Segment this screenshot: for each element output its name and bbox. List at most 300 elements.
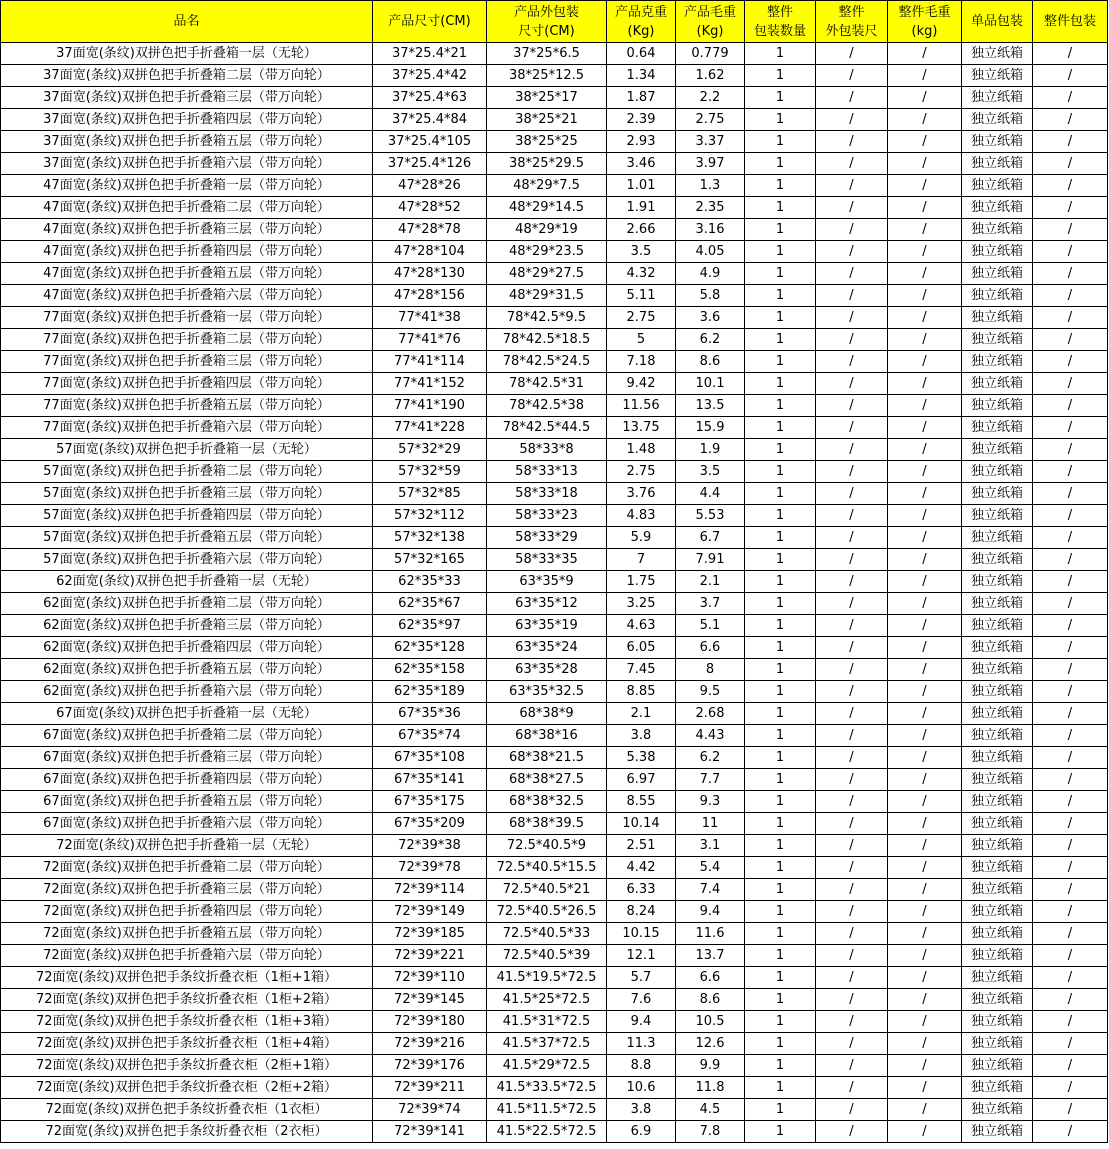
col-net-weight-cell: 3.76 — [607, 483, 676, 505]
col-carton-packaging-cell: / — [1033, 923, 1108, 945]
col-unit-packaging-cell: 独立纸箱 — [962, 637, 1033, 659]
col-unit-packaging-cell: 独立纸箱 — [962, 1055, 1033, 1077]
col-carton-qty-cell: 1 — [745, 461, 816, 483]
col-unit-packaging-cell: 独立纸箱 — [962, 307, 1033, 329]
col-gross-weight-cell: 6.7 — [676, 527, 745, 549]
col-product-name-cell: 72面宽(条纹)双拼色把手条纹折叠衣柜（1柜+4箱） — [1, 1033, 373, 1055]
col-carton-qty-cell: 1 — [745, 923, 816, 945]
col-carton-outer-size-cell: / — [816, 1121, 888, 1143]
col-carton-outer-size-cell: / — [816, 769, 888, 791]
col-carton-outer-size-cell: / — [816, 65, 888, 87]
table-row — [1, 1033, 1108, 1055]
col-carton-outer-size-cell: / — [816, 395, 888, 417]
col-product-name-cell: 72面宽(条纹)双拼色把手条纹折叠衣柜（1衣柜） — [1, 1099, 373, 1121]
col-product-name-cell: 62面宽(条纹)双拼色把手折叠箱三层（带万向轮） — [1, 615, 373, 637]
col-product-name-cell: 67面宽(条纹)双拼色把手折叠箱六层（带万向轮） — [1, 813, 373, 835]
col-outer-package-size-cell: 63*35*12 — [487, 593, 607, 615]
header-label: 外包装尺 — [825, 23, 878, 39]
col-outer-package-size-cell: 48*29*14.5 — [487, 197, 607, 219]
col-product-size-cell: 67*35*209 — [373, 813, 487, 835]
col-outer-package-size-cell: 78*42.5*9.5 — [487, 307, 607, 329]
col-carton-gross-weight-cell: / — [888, 1099, 962, 1121]
table-row — [1, 835, 1108, 857]
col-carton-qty-cell: 1 — [745, 373, 816, 395]
col-gross-weight-cell: 4.43 — [676, 725, 745, 747]
col-unit-packaging-cell: 独立纸箱 — [962, 285, 1033, 307]
col-carton-outer-size-cell: / — [816, 43, 888, 65]
col-carton-packaging-cell: / — [1033, 967, 1108, 989]
col-carton-qty-cell: 1 — [745, 857, 816, 879]
col-net-weight-cell: 10.14 — [607, 813, 676, 835]
table-row — [1, 659, 1108, 681]
col-outer-package-size-cell: 41.5*11.5*72.5 — [487, 1099, 607, 1121]
col-product-name-cell: 72面宽(条纹)双拼色把手条纹折叠衣柜（2衣柜） — [1, 1121, 373, 1143]
col-outer-package-size-cell: 68*38*21.5 — [487, 747, 607, 769]
table-row — [1, 505, 1108, 527]
col-product-name-cell: 57面宽(条纹)双拼色把手折叠箱四层（带万向轮） — [1, 505, 373, 527]
col-gross-weight-cell: 3.6 — [676, 307, 745, 329]
col-unit-packaging-cell: 独立纸箱 — [962, 901, 1033, 923]
col-carton-gross-weight-cell: / — [888, 43, 962, 65]
col-unit-packaging-cell: 独立纸箱 — [962, 945, 1033, 967]
col-net-weight-cell: 9.42 — [607, 373, 676, 395]
col-carton-qty-cell: 1 — [745, 87, 816, 109]
col-product-size-cell: 77*41*76 — [373, 329, 487, 351]
col-outer-package-size-cell: 48*29*23.5 — [487, 241, 607, 263]
col-carton-outer-size-cell: / — [816, 439, 888, 461]
col-gross-weight-cell: 2.68 — [676, 703, 745, 725]
col-product-size-cell: 37*25.4*126 — [373, 153, 487, 175]
col-carton-qty-cell: 1 — [745, 483, 816, 505]
col-carton-qty-cell: 1 — [745, 835, 816, 857]
col-unit-packaging-cell: 独立纸箱 — [962, 879, 1033, 901]
table-row — [1, 967, 1108, 989]
col-carton-gross-weight-cell: / — [888, 197, 962, 219]
col-gross-weight-cell: 5.53 — [676, 505, 745, 527]
col-product-size-cell: 47*28*156 — [373, 285, 487, 307]
col-unit-packaging-cell: 独立纸箱 — [962, 351, 1033, 373]
col-product-name-cell: 77面宽(条纹)双拼色把手折叠箱二层（带万向轮） — [1, 329, 373, 351]
col-carton-qty-cell: 1 — [745, 967, 816, 989]
col-product-name-cell: 72面宽(条纹)双拼色把手条纹折叠衣柜（1柜+1箱） — [1, 967, 373, 989]
table-row — [1, 901, 1108, 923]
col-carton-outer-size-cell: / — [816, 483, 888, 505]
col-product-size-cell: 72*39*145 — [373, 989, 487, 1011]
col-carton-packaging-cell: / — [1033, 109, 1108, 131]
col-unit-packaging-cell: 独立纸箱 — [962, 417, 1033, 439]
col-carton-gross-weight-cell: / — [888, 373, 962, 395]
col-outer-package-size-cell: 78*42.5*38 — [487, 395, 607, 417]
table-body — [1, 43, 1108, 1143]
col-unit-packaging-cell: 独立纸箱 — [962, 1077, 1033, 1099]
col-gross-weight-cell: 3.5 — [676, 461, 745, 483]
table-row — [1, 1121, 1108, 1143]
col-unit-packaging-cell: 独立纸箱 — [962, 153, 1033, 175]
header-label: 产品外包装 — [513, 4, 579, 20]
col-carton-outer-size-cell: / — [816, 461, 888, 483]
col-unit-packaging-cell: 独立纸箱 — [962, 835, 1033, 857]
col-outer-package-size-cell: 72.5*40.5*33 — [487, 923, 607, 945]
col-product-name-cell: 72面宽(条纹)双拼色把手折叠箱三层（带万向轮） — [1, 879, 373, 901]
table-row — [1, 109, 1108, 131]
col-carton-qty-cell: 1 — [745, 615, 816, 637]
col-carton-qty-cell: 1 — [745, 659, 816, 681]
col-carton-gross-weight-cell: / — [888, 417, 962, 439]
col-carton-packaging-cell: / — [1033, 945, 1108, 967]
col-net-weight-cell: 2.51 — [607, 835, 676, 857]
col-carton-gross-weight-cell: / — [888, 1077, 962, 1099]
col-carton-packaging-cell: / — [1033, 879, 1108, 901]
col-product-name-cell: 67面宽(条纹)双拼色把手折叠箱五层（带万向轮） — [1, 791, 373, 813]
table-row — [1, 43, 1108, 65]
col-carton-outer-size-cell: / — [816, 725, 888, 747]
col-gross-weight-cell: 7.4 — [676, 879, 745, 901]
col-product-name-cell: 72面宽(条纹)双拼色把手条纹折叠衣柜（2柜+2箱） — [1, 1077, 373, 1099]
col-carton-gross-weight-cell: / — [888, 395, 962, 417]
col-carton-packaging-cell: / — [1033, 395, 1108, 417]
col-gross-weight-cell: 1.9 — [676, 439, 745, 461]
header-label: 品名 — [173, 14, 200, 29]
col-unit-packaging-cell: 独立纸箱 — [962, 813, 1033, 835]
header-col-product-name — [1, 1, 373, 43]
col-unit-packaging-cell: 独立纸箱 — [962, 43, 1033, 65]
col-outer-package-size-cell: 58*33*29 — [487, 527, 607, 549]
col-outer-package-size-cell: 38*25*29.5 — [487, 153, 607, 175]
col-outer-package-size-cell: 38*25*17 — [487, 87, 607, 109]
table-row — [1, 703, 1108, 725]
col-product-size-cell: 77*41*114 — [373, 351, 487, 373]
col-outer-package-size-cell: 72.5*40.5*9 — [487, 835, 607, 857]
col-outer-package-size-cell: 41.5*25*72.5 — [487, 989, 607, 1011]
col-carton-qty-cell: 1 — [745, 417, 816, 439]
col-net-weight-cell: 6.9 — [607, 1121, 676, 1143]
col-net-weight-cell: 4.42 — [607, 857, 676, 879]
col-carton-outer-size-cell: / — [816, 637, 888, 659]
col-carton-packaging-cell: / — [1033, 43, 1108, 65]
col-product-name-cell: 67面宽(条纹)双拼色把手折叠箱一层（无轮） — [1, 703, 373, 725]
col-gross-weight-cell: 13.5 — [676, 395, 745, 417]
col-product-name-cell: 47面宽(条纹)双拼色把手折叠箱四层（带万向轮） — [1, 241, 373, 263]
col-product-size-cell: 62*35*67 — [373, 593, 487, 615]
col-net-weight-cell: 6.33 — [607, 879, 676, 901]
col-net-weight-cell: 5 — [607, 329, 676, 351]
header-label: 单品包装 — [970, 14, 1023, 29]
col-carton-packaging-cell: / — [1033, 989, 1108, 1011]
col-product-name-cell: 62面宽(条纹)双拼色把手折叠箱五层（带万向轮） — [1, 659, 373, 681]
col-product-name-cell: 72面宽(条纹)双拼色把手条纹折叠衣柜（1柜+3箱） — [1, 1011, 373, 1033]
col-product-name-cell: 37面宽(条纹)双拼色把手折叠箱五层（带万向轮） — [1, 131, 373, 153]
col-outer-package-size-cell: 63*35*9 — [487, 571, 607, 593]
header-label: (Kg) — [696, 23, 724, 39]
table-row — [1, 219, 1108, 241]
col-product-size-cell: 62*35*189 — [373, 681, 487, 703]
col-gross-weight-cell: 4.5 — [676, 1099, 745, 1121]
col-gross-weight-cell: 4.4 — [676, 483, 745, 505]
col-net-weight-cell: 7.18 — [607, 351, 676, 373]
col-carton-packaging-cell: / — [1033, 747, 1108, 769]
header-label: 产品尺寸(CM) — [388, 14, 471, 29]
col-unit-packaging-cell: 独立纸箱 — [962, 593, 1033, 615]
col-carton-outer-size-cell: / — [816, 945, 888, 967]
col-outer-package-size-cell: 78*42.5*44.5 — [487, 417, 607, 439]
col-product-name-cell: 37面宽(条纹)双拼色把手折叠箱三层（带万向轮） — [1, 87, 373, 109]
col-product-size-cell: 72*39*221 — [373, 945, 487, 967]
col-product-size-cell: 72*39*216 — [373, 1033, 487, 1055]
col-gross-weight-cell: 8.6 — [676, 989, 745, 1011]
col-net-weight-cell: 2.39 — [607, 109, 676, 131]
col-product-name-cell: 72面宽(条纹)双拼色把手折叠箱二层（带万向轮） — [1, 857, 373, 879]
table-row — [1, 681, 1108, 703]
table-row — [1, 549, 1108, 571]
col-carton-gross-weight-cell: / — [888, 307, 962, 329]
col-outer-package-size-cell: 78*42.5*31 — [487, 373, 607, 395]
table-row — [1, 285, 1108, 307]
col-carton-gross-weight-cell: / — [888, 637, 962, 659]
col-product-size-cell: 72*39*149 — [373, 901, 487, 923]
col-product-name-cell: 57面宽(条纹)双拼色把手折叠箱五层（带万向轮） — [1, 527, 373, 549]
col-unit-packaging-cell: 独立纸箱 — [962, 1121, 1033, 1143]
header-col-outer-package-size — [487, 1, 607, 43]
col-carton-gross-weight-cell: / — [888, 461, 962, 483]
header-col-gross-weight — [676, 1, 745, 43]
col-unit-packaging-cell: 独立纸箱 — [962, 571, 1033, 593]
col-carton-qty-cell: 1 — [745, 329, 816, 351]
header-col-net-weight — [607, 1, 676, 43]
col-gross-weight-cell: 6.2 — [676, 747, 745, 769]
col-outer-package-size-cell: 38*25*12.5 — [487, 65, 607, 87]
col-product-size-cell: 47*28*130 — [373, 263, 487, 285]
table-row — [1, 1099, 1108, 1121]
col-carton-gross-weight-cell: / — [888, 571, 962, 593]
col-net-weight-cell: 2.66 — [607, 219, 676, 241]
table-row — [1, 263, 1108, 285]
col-product-size-cell: 37*25.4*42 — [373, 65, 487, 87]
col-outer-package-size-cell: 41.5*33.5*72.5 — [487, 1077, 607, 1099]
col-product-size-cell: 47*28*104 — [373, 241, 487, 263]
col-net-weight-cell: 3.8 — [607, 725, 676, 747]
col-carton-packaging-cell: / — [1033, 439, 1108, 461]
col-gross-weight-cell: 3.1 — [676, 835, 745, 857]
col-outer-package-size-cell: 58*33*13 — [487, 461, 607, 483]
col-carton-packaging-cell: / — [1033, 285, 1108, 307]
col-carton-outer-size-cell: / — [816, 285, 888, 307]
col-product-size-cell: 72*39*180 — [373, 1011, 487, 1033]
col-carton-gross-weight-cell: / — [888, 813, 962, 835]
col-carton-gross-weight-cell: / — [888, 769, 962, 791]
col-product-name-cell: 57面宽(条纹)双拼色把手折叠箱二层（带万向轮） — [1, 461, 373, 483]
col-carton-qty-cell: 1 — [745, 285, 816, 307]
col-carton-qty-cell: 1 — [745, 725, 816, 747]
col-product-size-cell: 72*39*38 — [373, 835, 487, 857]
col-carton-packaging-cell: / — [1033, 835, 1108, 857]
col-gross-weight-cell: 3.7 — [676, 593, 745, 615]
col-gross-weight-cell: 5.4 — [676, 857, 745, 879]
col-gross-weight-cell: 7.8 — [676, 1121, 745, 1143]
col-product-name-cell: 77面宽(条纹)双拼色把手折叠箱三层（带万向轮） — [1, 351, 373, 373]
col-net-weight-cell: 10.6 — [607, 1077, 676, 1099]
col-outer-package-size-cell: 48*29*7.5 — [487, 175, 607, 197]
col-product-name-cell: 62面宽(条纹)双拼色把手折叠箱四层（带万向轮） — [1, 637, 373, 659]
col-outer-package-size-cell: 63*35*28 — [487, 659, 607, 681]
col-gross-weight-cell: 6.2 — [676, 329, 745, 351]
col-carton-outer-size-cell: / — [816, 241, 888, 263]
col-carton-outer-size-cell: / — [816, 307, 888, 329]
col-outer-package-size-cell: 72.5*40.5*21 — [487, 879, 607, 901]
col-product-size-cell: 62*35*33 — [373, 571, 487, 593]
col-product-size-cell: 72*39*141 — [373, 1121, 487, 1143]
col-unit-packaging-cell: 独立纸箱 — [962, 197, 1033, 219]
col-carton-outer-size-cell: / — [816, 109, 888, 131]
table-row — [1, 747, 1108, 769]
col-gross-weight-cell: 9.4 — [676, 901, 745, 923]
col-product-size-cell: 67*35*108 — [373, 747, 487, 769]
col-product-name-cell: 77面宽(条纹)双拼色把手折叠箱四层（带万向轮） — [1, 373, 373, 395]
table-row — [1, 879, 1108, 901]
col-outer-package-size-cell: 41.5*22.5*72.5 — [487, 1121, 607, 1143]
col-carton-packaging-cell: / — [1033, 549, 1108, 571]
table-row — [1, 65, 1108, 87]
col-gross-weight-cell: 3.37 — [676, 131, 745, 153]
col-carton-packaging-cell: / — [1033, 417, 1108, 439]
col-net-weight-cell: 4.83 — [607, 505, 676, 527]
col-carton-gross-weight-cell: / — [888, 923, 962, 945]
col-carton-outer-size-cell: / — [816, 263, 888, 285]
col-gross-weight-cell: 8 — [676, 659, 745, 681]
col-carton-gross-weight-cell: / — [888, 1011, 962, 1033]
table-row — [1, 197, 1108, 219]
col-gross-weight-cell: 5.1 — [676, 615, 745, 637]
header-label: 包装数量 — [753, 23, 806, 39]
col-carton-qty-cell: 1 — [745, 505, 816, 527]
col-net-weight-cell: 0.64 — [607, 43, 676, 65]
col-product-size-cell: 37*25.4*21 — [373, 43, 487, 65]
table-row — [1, 395, 1108, 417]
col-unit-packaging-cell: 独立纸箱 — [962, 681, 1033, 703]
col-outer-package-size-cell: 48*29*31.5 — [487, 285, 607, 307]
col-product-name-cell: 77面宽(条纹)双拼色把手折叠箱一层（带万向轮） — [1, 307, 373, 329]
col-carton-outer-size-cell: / — [816, 681, 888, 703]
col-carton-packaging-cell: / — [1033, 659, 1108, 681]
col-carton-packaging-cell: / — [1033, 769, 1108, 791]
header-col-unit-packaging — [962, 1, 1033, 43]
col-gross-weight-cell: 3.16 — [676, 219, 745, 241]
col-product-size-cell: 72*39*185 — [373, 923, 487, 945]
col-gross-weight-cell: 11.8 — [676, 1077, 745, 1099]
col-product-name-cell: 47面宽(条纹)双拼色把手折叠箱六层（带万向轮） — [1, 285, 373, 307]
col-product-size-cell: 67*35*36 — [373, 703, 487, 725]
col-carton-gross-weight-cell: / — [888, 175, 962, 197]
col-carton-qty-cell: 1 — [745, 791, 816, 813]
col-carton-packaging-cell: / — [1033, 527, 1108, 549]
col-unit-packaging-cell: 独立纸箱 — [962, 1011, 1033, 1033]
col-product-size-cell: 67*35*74 — [373, 725, 487, 747]
table-row — [1, 175, 1108, 197]
col-carton-packaging-cell: / — [1033, 197, 1108, 219]
col-unit-packaging-cell: 独立纸箱 — [962, 461, 1033, 483]
col-outer-package-size-cell: 58*33*35 — [487, 549, 607, 571]
col-gross-weight-cell: 9.3 — [676, 791, 745, 813]
col-outer-package-size-cell: 72.5*40.5*39 — [487, 945, 607, 967]
col-carton-qty-cell: 1 — [745, 351, 816, 373]
col-product-size-cell: 72*39*74 — [373, 1099, 487, 1121]
header-label: (Kg) — [627, 23, 655, 39]
col-gross-weight-cell: 9.9 — [676, 1055, 745, 1077]
col-net-weight-cell: 11.56 — [607, 395, 676, 417]
header-col-carton-packaging — [1033, 1, 1108, 43]
col-gross-weight-cell: 10.1 — [676, 373, 745, 395]
col-product-name-cell: 37面宽(条纹)双拼色把手折叠箱四层（带万向轮） — [1, 109, 373, 131]
col-carton-packaging-cell: / — [1033, 307, 1108, 329]
col-unit-packaging-cell: 独立纸箱 — [962, 703, 1033, 725]
col-product-name-cell: 77面宽(条纹)双拼色把手折叠箱六层（带万向轮） — [1, 417, 373, 439]
col-gross-weight-cell: 9.5 — [676, 681, 745, 703]
table-row — [1, 615, 1108, 637]
table-row — [1, 923, 1108, 945]
col-unit-packaging-cell: 独立纸箱 — [962, 527, 1033, 549]
col-net-weight-cell: 1.34 — [607, 65, 676, 87]
col-carton-qty-cell: 1 — [745, 219, 816, 241]
col-outer-package-size-cell: 78*42.5*24.5 — [487, 351, 607, 373]
col-product-name-cell: 72面宽(条纹)双拼色把手折叠箱一层（无轮） — [1, 835, 373, 857]
table-row — [1, 417, 1108, 439]
col-product-name-cell: 57面宽(条纹)双拼色把手折叠箱六层（带万向轮） — [1, 549, 373, 571]
col-product-name-cell: 47面宽(条纹)双拼色把手折叠箱一层（带万向轮） — [1, 175, 373, 197]
col-carton-qty-cell: 1 — [745, 263, 816, 285]
col-carton-qty-cell: 1 — [745, 703, 816, 725]
col-unit-packaging-cell: 独立纸箱 — [962, 219, 1033, 241]
col-net-weight-cell: 1.91 — [607, 197, 676, 219]
col-carton-packaging-cell: / — [1033, 1077, 1108, 1099]
col-gross-weight-cell: 15.9 — [676, 417, 745, 439]
col-unit-packaging-cell: 独立纸箱 — [962, 263, 1033, 285]
col-net-weight-cell: 3.5 — [607, 241, 676, 263]
col-product-name-cell: 72面宽(条纹)双拼色把手折叠箱四层（带万向轮） — [1, 901, 373, 923]
col-carton-outer-size-cell: / — [816, 923, 888, 945]
table-row — [1, 989, 1108, 1011]
col-gross-weight-cell: 4.9 — [676, 263, 745, 285]
col-carton-gross-weight-cell: / — [888, 703, 962, 725]
col-carton-packaging-cell: / — [1033, 483, 1108, 505]
col-net-weight-cell: 6.97 — [607, 769, 676, 791]
header-col-carton-outer-size — [816, 1, 888, 43]
col-net-weight-cell: 3.46 — [607, 153, 676, 175]
col-net-weight-cell: 5.7 — [607, 967, 676, 989]
table-row — [1, 593, 1108, 615]
col-outer-package-size-cell: 48*29*19 — [487, 219, 607, 241]
col-carton-qty-cell: 1 — [745, 989, 816, 1011]
col-unit-packaging-cell: 独立纸箱 — [962, 109, 1033, 131]
col-carton-gross-weight-cell: / — [888, 1055, 962, 1077]
col-carton-gross-weight-cell: / — [888, 131, 962, 153]
col-net-weight-cell: 7 — [607, 549, 676, 571]
col-product-name-cell: 62面宽(条纹)双拼色把手折叠箱二层（带万向轮） — [1, 593, 373, 615]
header-label: 尺寸(CM) — [518, 23, 575, 39]
col-carton-packaging-cell: / — [1033, 373, 1108, 395]
col-gross-weight-cell: 2.35 — [676, 197, 745, 219]
table-row — [1, 439, 1108, 461]
col-carton-outer-size-cell: / — [816, 659, 888, 681]
header-label: 整件毛重 — [898, 4, 951, 20]
col-carton-packaging-cell: / — [1033, 87, 1108, 109]
col-net-weight-cell: 1.48 — [607, 439, 676, 461]
col-carton-gross-weight-cell: / — [888, 747, 962, 769]
header-col-product-size — [373, 1, 487, 43]
col-product-size-cell: 57*32*59 — [373, 461, 487, 483]
col-carton-qty-cell: 1 — [745, 241, 816, 263]
col-carton-qty-cell: 1 — [745, 527, 816, 549]
col-outer-package-size-cell: 72.5*40.5*15.5 — [487, 857, 607, 879]
col-unit-packaging-cell: 独立纸箱 — [962, 87, 1033, 109]
